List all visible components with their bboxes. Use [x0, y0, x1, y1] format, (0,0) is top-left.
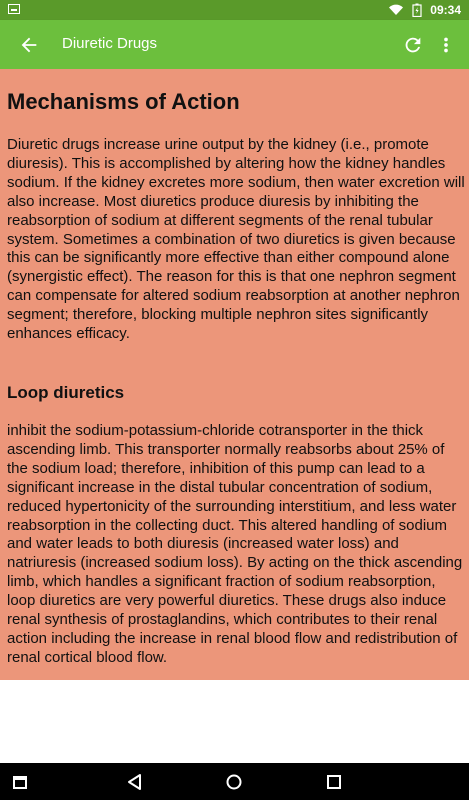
- more-vert-icon[interactable]: [436, 34, 456, 56]
- system-nav-bar: [0, 763, 469, 800]
- page-title: Diuretic Drugs: [62, 35, 158, 52]
- refresh-icon[interactable]: [402, 34, 424, 56]
- home-circle-icon[interactable]: [223, 771, 245, 793]
- app-bar: [0, 20, 469, 69]
- status-icons: [388, 2, 461, 18]
- notification-icon: [8, 4, 20, 14]
- section-body-paragraph: inhibit the sodium-potassium-chloride cotransporter in the thick ascending limb. This transporter normally reabsorbs about 25% of the sodium load; therefore, inhibition of this pump can lead to a significant increase in the distal tubular concentration of sodium, reduced hypertonicity of the surrounding interstitium, and less water reabsorption in the collecting duct. This altered handling of sodium and water leads to both diuresis (increased water loss) and natriuresis (increased sodium loss). By acting on the thick ascending limb, which handles a significant fraction of sodium reabsorption, loop diuretics are very powerful diuretics. These drugs also induce renal synthesis of prostaglandins, which contributes to their renal action including the increase in renal blood flow and redistribution of renal cortical blood flow.: [7, 422, 463, 666]
- recent-apps-square-icon[interactable]: [9, 771, 31, 793]
- overview-square-icon[interactable]: [323, 771, 345, 793]
- wifi-icon: [388, 4, 404, 16]
- back-arrow-icon[interactable]: [18, 34, 40, 56]
- article-intro-paragraph: Diuretic drugs increase urine output by the kidney (i.e., promote diuresis). This is accomplished by altering how the kidney handles sodium. If the kidney excretes more sodium, then water excretion will also increase. Most diuretics produce diuresis by inhibiting the reabsorption of sodium at different segments of the renal tubular system. Sometimes a combination of two diuretics is given because this can be significantly more effective than either compound alone (synergistic effect). The reason for this is that one nephron segment can compensate for altered sodium reabsorption at another nephron segment; therefore, blocking multiple nephron sites significantly enhances efficacy.: [7, 136, 465, 343]
- section-heading: Loop diuretics: [7, 383, 125, 402]
- article-content[interactable]: [0, 69, 469, 680]
- status-time: 09:34: [430, 3, 461, 17]
- status-bar: [0, 0, 469, 20]
- battery-charging-icon: [412, 3, 422, 17]
- back-triangle-icon[interactable]: [124, 771, 146, 793]
- empty-area: [0, 680, 469, 763]
- article-heading: Mechanisms of Action: [7, 89, 240, 114]
